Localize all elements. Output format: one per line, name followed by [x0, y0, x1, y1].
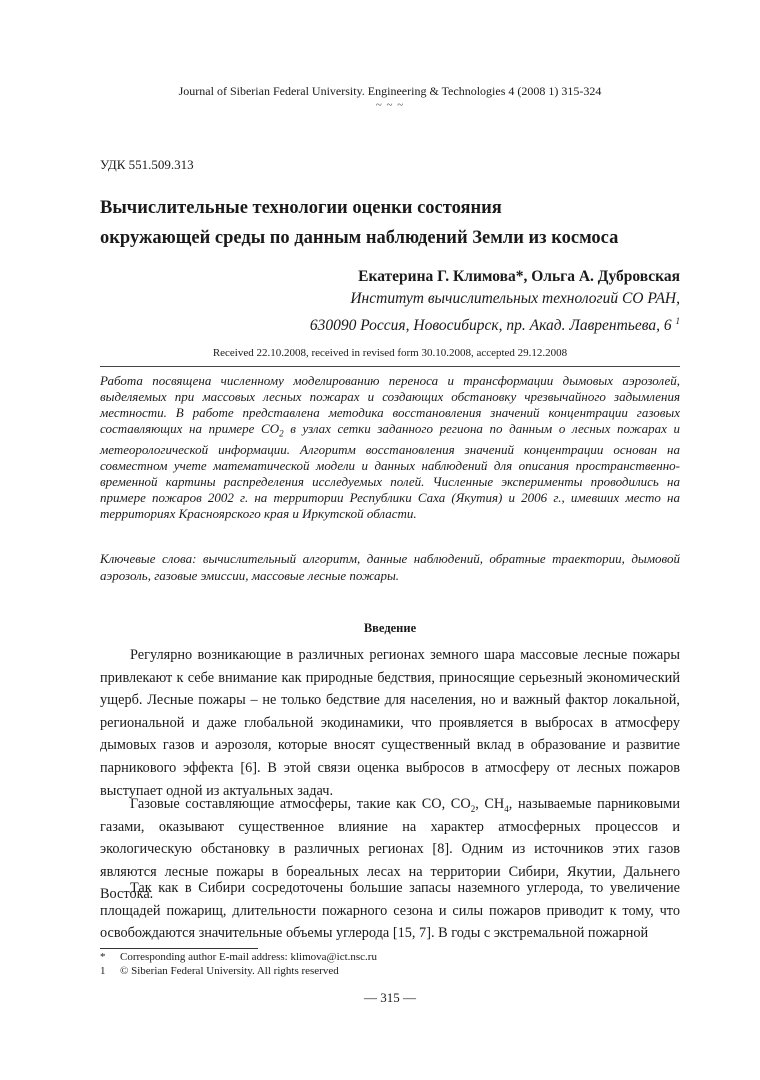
paragraph-2-text-b: , CH	[475, 796, 505, 812]
affiliation-line-2	[200, 310, 680, 337]
abstract-text-2: в узлах сетки заданного региона по данным о лесных пожарах и метеорологической информации. Алгоритм восстановления значений концентрации основан на совместном учете математической модели и данных наблюдений для описания пространственно-временной картины распределения исследуемых полей. Численные эксперименты проводились на примере пожаров 2002 г. на территории Республики Саха (Якутия) и 2006 г., имевших место на территориях Красноярского края и Иркутской области.	[100, 420, 680, 521]
paragraph-3: Так как в Сибири сосредоточены большие запасы наземного углерода, то увеличение площадей пожарищ, длительности пожарного сезона и силы пожаров приводит к тому, что освобождаются значительные объемы углерода [15, 7]. В годы с экстремальной пожарной	[100, 880, 680, 942]
footnote-text: © Siberian Federal University. All rights reserved	[120, 965, 339, 977]
affiliation-address: 630090 Россия, Новосибирск, пр. Акад. Лаврентьева, 6	[309, 317, 672, 335]
abstract	[100, 373, 680, 522]
header-ornament: ~ ~ ~	[375, 99, 405, 111]
footnote-ref-1: 1	[675, 316, 680, 326]
paragraph-2-text-c: , называемые парниковыми газами, оказывают существенное влияние на характер атмосферных процессов и экологическую обстановку в различных регионах [8]. Одним из источников этих газов являются лесные пожары в бореальных лесах на территории Сибири, Якутии, Дальнего Востока.	[100, 796, 680, 903]
footnote-mark: 1	[100, 965, 106, 977]
footnote-2	[100, 965, 339, 977]
page-number: — 315 —	[364, 990, 416, 1005]
abstract-subscript: 2	[279, 428, 284, 439]
abstract-top-rule	[100, 366, 680, 367]
paper-title	[100, 193, 680, 253]
footnote-rule	[100, 948, 258, 949]
journal-header: Journal of Siberian Federal University. Engineering & Technologies 4 (2008 1) 315-324	[178, 84, 602, 98]
paper-title-line-2: окружающей среды по данным наблюдений Земли из космоса	[100, 228, 619, 248]
section-title: Введение	[363, 621, 417, 635]
ch4-subscript: 4	[504, 803, 509, 814]
affiliation-line-1: Институт вычислительных технологий СО РАН,	[350, 290, 680, 307]
received-dates: Received 22.10.2008, received in revised form 30.10.2008, accepted 29.12.2008	[212, 347, 568, 359]
footnote-mark: *	[100, 951, 106, 963]
paragraph-1: Регулярно возникающие в различных регионах земного шара массовые лесные пожары привлекают к себе внимание как природные бедствия, приносящие серьезный экономический ущерб. Лесные пожары – не только бедствие для населения, но и важный фактор локальной, региональной и даже глобальной экодинамики, что проявляется в выбросах в атмосферу дымовых газов и аэрозоля, которые вносят существенный вклад в образование и развитие парникового эффекта [6]. В этой связи оценка выбросов в атмосферу от лесных пожаров выступает одной из актуальных задач.	[100, 647, 680, 799]
co2-subscript: 2	[470, 803, 476, 814]
affiliation	[200, 287, 680, 337]
authors: Екатерина Г. Климова*, Ольга А. Дубровская	[358, 268, 680, 285]
paragraph-2-text-a: Газовые составляющие атмосферы, такие как CO, CO	[130, 796, 471, 812]
paper-title-line-1: Вычислительные технологии оценки состояния	[100, 198, 502, 218]
abstract-text-1: Работа посвящена численному моделированию переноса и трансформации дымовых аэрозолей, выделяемых при массовых лесных пожарах и создающих обстановку чрезвычайного задымления местности. В работе представлена методика восстановления значений концентрации газовых составляющих на примере CO	[100, 373, 680, 436]
footnote-text: Corresponding author E-mail address: klimova@ict.nsc.ru	[120, 951, 377, 963]
keywords: Ключевые слова: вычислительный алгоритм, данные наблюдений, обратные траектории, дымовой аэрозоль, газовые эмиссии, массовые лесные пожары.	[100, 551, 680, 583]
footnote-1	[100, 951, 377, 963]
udk-code: УДК 551.509.313	[100, 157, 194, 172]
